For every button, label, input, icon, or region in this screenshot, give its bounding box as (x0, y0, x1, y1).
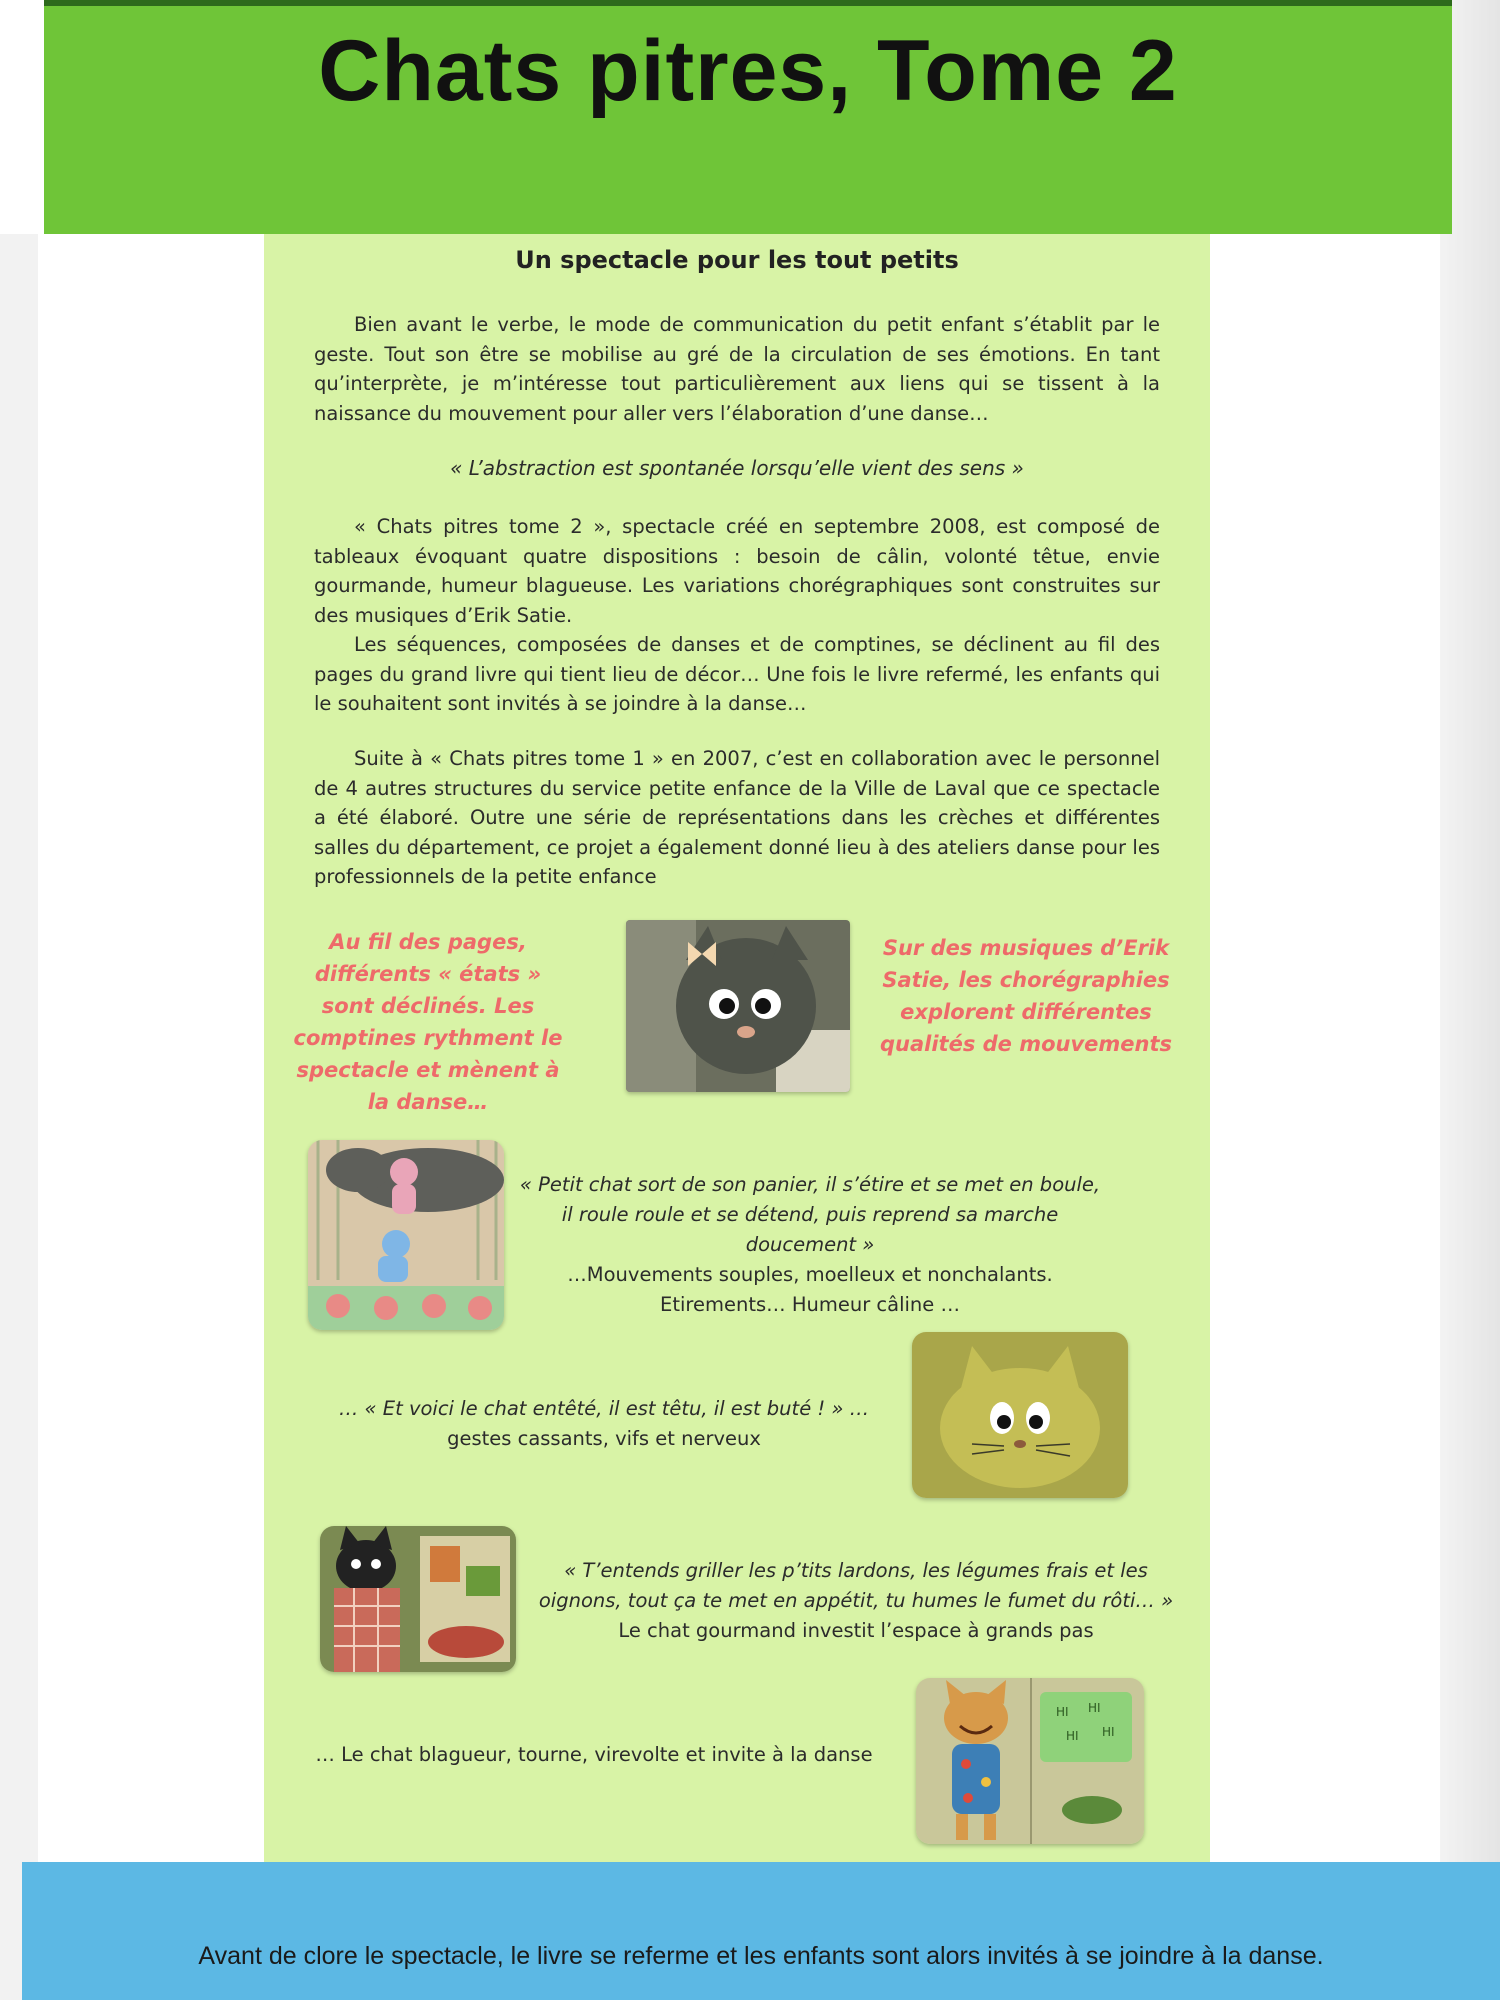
section-heading: Un spectacle pour les tout petits (515, 246, 959, 274)
collaboration-paragraph: Suite à « Chats pitres tome 1 » en 2007, c’est en collaboration avec le personnel de 4 autres structures du service petite enfance de la Ville de Laval que ce spectacle a été élaboré. Outre une série de représentations dans les crèches et différentes salles du département, ce projet a également donné lieu à des ateliers danse pour les professionnels de la petite enfance (314, 747, 1160, 888)
scene3-caption (526, 1556, 1186, 1646)
title-banner-rule (44, 0, 1452, 6)
sequences-paragraph: Les séquences, composées de danses et de comptines, se déclinent au fil des pages du grand livre qui tient lieu de décor… Une fois le livre refermé, les enfants qui le souhaitent sont invités à se joindre à la danse… (314, 633, 1160, 715)
scene2-description: gestes cassants, vifs et nerveux (447, 1427, 761, 1450)
scene2-quote: … « Et voici le chat entêté, il est têtu, il est buté ! » … (338, 1397, 870, 1420)
page-right-shadow (1440, 0, 1500, 2000)
scene4-caption (304, 1740, 884, 1770)
scene1-quote: « Petit chat sort de son panier, il s’étire et se met en boule, il roule roule et se détend, puis reprend sa marche doucement » (519, 1173, 1101, 1256)
scene2-caption (324, 1394, 884, 1454)
footer-banner (22, 1862, 1500, 2000)
svg-text:HI: HI (1066, 1729, 1079, 1743)
svg-text:HI: HI (1088, 1701, 1101, 1715)
svg-text:HI: HI (1056, 1705, 1069, 1719)
scene2-photo (912, 1332, 1128, 1498)
scene3-description: Le chat gourmand investit l’espace à grands pas (618, 1619, 1094, 1642)
scene1-caption (514, 1170, 1106, 1320)
highlight-left: Au fil des pages, différents « états » sont déclinés. Les comptines rythment le spectacle et mènent à la danse… (293, 930, 563, 1114)
scene3-quote: « T’entends griller les p’tits lardons, les légumes frais et les oignons, tout ça te met en appétit, tu humes le fumet du rôti… » (538, 1559, 1174, 1612)
show-paragraph: « Chats pitres tome 2 », spectacle créé en septembre 2008, est composé de tableaux évoquant quatre dispositions : besoin de câlin, volonté têtue, envie gourmande, humeur blagueuse. Les variations chorégraphiques sont construites sur des musiques d’Erik Satie. (314, 515, 1160, 627)
highlight-right: Sur des musiques d’Erik Satie, les chorégraphies explorent différentes qualités de mouvements (879, 936, 1173, 1056)
gray-cat-image (626, 920, 850, 1092)
scene1-photo (308, 1140, 504, 1330)
sleepy-cat-image (308, 1140, 504, 1330)
scene4-photo (916, 1678, 1144, 1844)
scene1-description: …Mouvements souples, moelleux et nonchalants. Etirements… Humeur câline … (567, 1263, 1053, 1316)
svg-text:HI: HI (1102, 1725, 1115, 1739)
cat-puppet-photo (626, 920, 850, 1092)
scene4-description: … Le chat blagueur, tourne, virevolte et invite à la danse (315, 1743, 873, 1766)
footer-text: Avant de clore le spectacle, le livre se referme et les enfants sont alors invités à se joindre à la danse. (198, 1942, 1324, 1970)
page-left-edge-top (0, 0, 38, 234)
page-left-edge (0, 0, 38, 2000)
joking-cat-image (916, 1678, 1144, 1844)
title-banner (44, 0, 1452, 234)
intro-quote: « L’abstraction est spontanée lorsqu’elle vient des sens » (450, 456, 1024, 480)
page-title: Chats pitres, Tome 2 (318, 23, 1178, 119)
stubborn-cat-image (912, 1332, 1128, 1498)
hungry-cat-image (320, 1526, 516, 1672)
intro-paragraph: Bien avant le verbe, le mode de communication du petit enfant s’établit par le geste. Tout son être se mobilise au gré de la circulation de ses émotions. En tant qu’interprète, je m’intéresse tout particulièrement aux liens qui se tissent à la naissance du mouvement pour aller vers l’élaboration d’une danse… (314, 313, 1160, 425)
content-panel (264, 234, 1210, 1884)
scene3-photo (320, 1526, 516, 1672)
